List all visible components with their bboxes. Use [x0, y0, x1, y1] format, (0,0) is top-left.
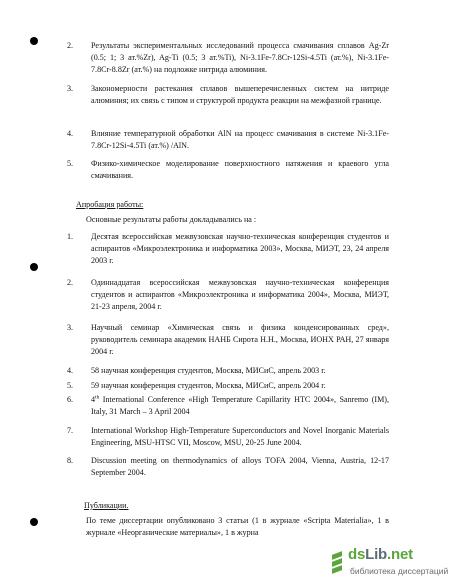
- binder-hole-1: [30, 37, 38, 45]
- item-text: Научный семинар «Химическая связь и физика конденсированных сред», руководитель семинара академик НАНБ Сирота Н.Н., Москва, ИОНХ РАН, 27 января 2004 г.: [91, 323, 389, 356]
- item-number: 4.: [67, 129, 74, 138]
- conference-item-1: [67, 231, 389, 271]
- item-text: Результаты экспериментальных исследований процесса смачивания сплавов Ag-Zr (0.5; 1; 3 ат.%Zr), Ag-Ti (0.5; 3 ат.%Ti), Ni-3.1Fe-7.8Cr-12Si-4.5Ti (ат.%), Ni-3.1Fe-7.8Cr-8.8Zr (ат.%) на подложке нитрида алюминия.: [91, 41, 389, 74]
- result-item-3: [67, 83, 389, 123]
- item-text: 4th International Conference «High Temperature Capillarity HTC 2004», Sanremo (IM), Italy, 31 March – 3 April 2004: [91, 394, 389, 416]
- item-number: 7.: [67, 426, 74, 435]
- item-text: Влияние температурной обработки AlN на процесс смачивания в системе Ni-3.1Fe-7.8Cr-12Si-4.5Ti (ат.%) /AlN.: [91, 129, 389, 150]
- dslib-logo-icon: [330, 551, 346, 573]
- conference-item-7: [67, 425, 389, 453]
- item-text: Одиннадцатая всероссийская межвузовская научно-техническая конференция студентов и аспирантов «Микроэлектроника и информатика 2004», Москва, МИЭТ, 21-23 апреля, 2004 г.: [91, 278, 389, 311]
- conference-item-2: [67, 277, 389, 317]
- item-number: 3.: [67, 84, 74, 93]
- result-item-2: [67, 40, 389, 80]
- result-item-5: [67, 158, 389, 186]
- item-number: 6.: [67, 395, 74, 404]
- conference-item-6: [67, 394, 389, 422]
- item-number: 8.: [67, 456, 74, 465]
- item-number: 5.: [67, 381, 74, 390]
- item-text: 59 научная конференция студентов, Москва, МИСиС, апрель 2004 г.: [91, 381, 326, 390]
- conference-item-8: [67, 455, 389, 483]
- publications-heading: Публикации.: [84, 501, 129, 510]
- item-text: International Workshop High-Temperature Superconductors and Novel Inorganic Materials Engineering, MSU-HTSC VII, Moscow, MSU, 20-25 June 2004.: [91, 426, 389, 447]
- binder-hole-2: [30, 263, 38, 271]
- approbation-intro: Основные результаты работы докладывались на :: [86, 215, 257, 224]
- item-text: 58 научная конференция студентов, Москва, МИСиС, апрель 2003 г.: [91, 366, 326, 375]
- conference-item-4: [67, 365, 389, 379]
- item-number: 3.: [67, 323, 74, 332]
- watermark-caption: библиотека диссертаций: [350, 566, 449, 576]
- item-number: 2.: [67, 41, 74, 50]
- item-text: Discussion meeting on thermodynamics of alloys TOFA 2004, Vienna, Austria, 12-17 September 2004.: [91, 456, 389, 477]
- conference-item-3: [67, 322, 389, 362]
- watermark-logo: dsLib.net: [348, 546, 413, 563]
- item-text: Физико-химическое моделирование поверхностного натяжения и краевого угла смачивания.: [91, 159, 389, 180]
- binder-hole-3: [30, 518, 38, 526]
- item-number: 1.: [67, 232, 74, 241]
- conference-item-5: [67, 380, 389, 394]
- item-number: 4.: [67, 366, 74, 375]
- item-number: 5.: [67, 159, 74, 168]
- publications-text: По теме диссертации опубликовано 3 статьи (1 в журнале «Scripta Materialia», 1 в журнале «Неорганические материалы», 1 в журна: [86, 516, 389, 537]
- dslib-watermark[interactable]: [330, 546, 449, 576]
- result-item-4: [67, 128, 389, 156]
- item-text: Закономерности растекания сплавов вышеперечисленных систем на нитриде алюминия; их связь с типом и структурой продукта реакции на межфазной границе.: [91, 84, 389, 105]
- item-text: Десятая всероссийская межвузовская научно-техническая конференция студентов и аспирантов «Микроэлектроника и информатика 2003», Москва, МИЭТ, 23, 24 апреля 2003 г.: [91, 232, 389, 265]
- approbation-heading: Апробация работы:: [76, 200, 144, 209]
- item-number: 2.: [67, 278, 74, 287]
